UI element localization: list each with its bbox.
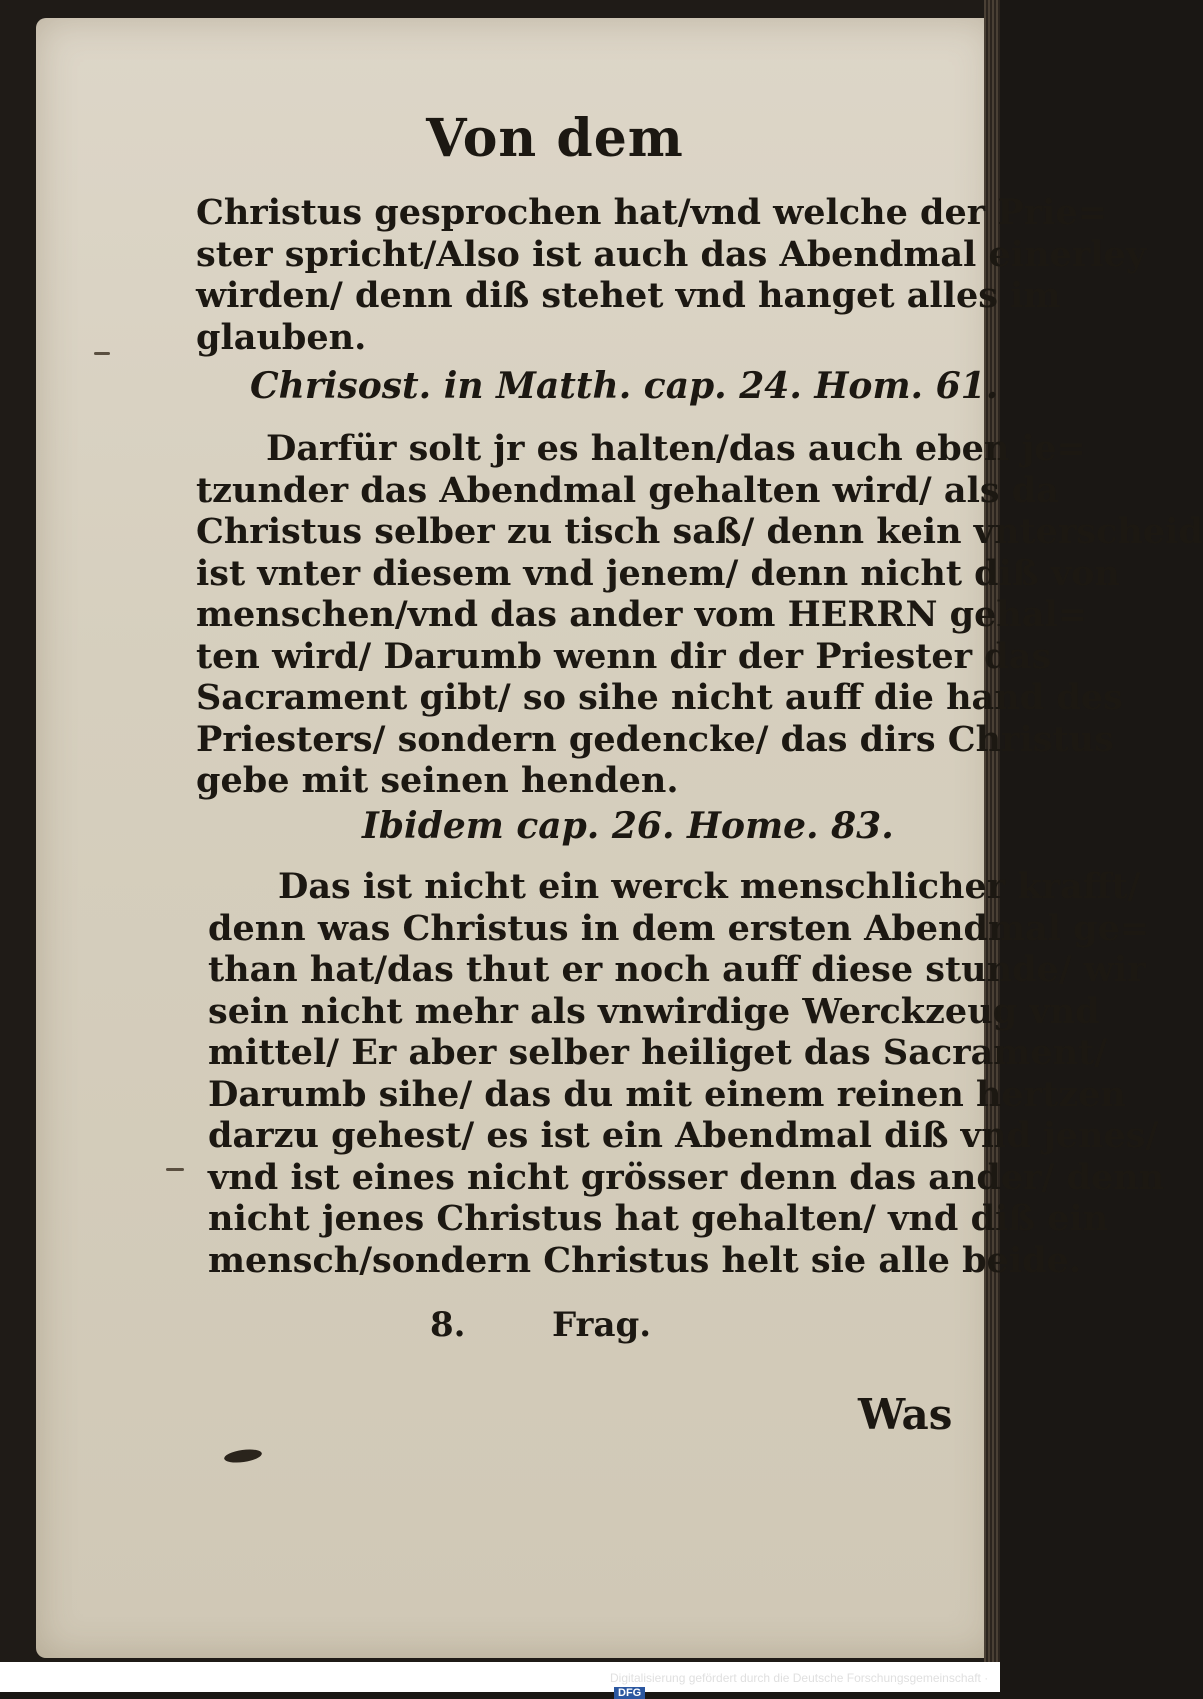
- text-line: gebe mit seinen henden.: [196, 760, 679, 801]
- catchword: Was: [858, 1390, 953, 1439]
- text-line: ster spricht/Also ist auch das Abendmal einerley: [196, 233, 1147, 275]
- text-line: menschen/vnd das ander vom HERRN gehal=: [196, 594, 1088, 635]
- digitization-credit: [610, 1671, 1000, 1699]
- text-line: ten wird/ Darumb wenn dir der Priester das: [196, 635, 1052, 677]
- text-line: Das ist nicht ein werck menschlicher krafft/: [278, 866, 1141, 907]
- signature-mark: 8.: [430, 1305, 466, 1345]
- text-line: darzu gehest/ es ist ein Abendmal diß vnd jenes/: [208, 1115, 1159, 1156]
- credit-text: Digitalisierung gefördert durch die Deutsche Forschungsgemeinschaft ·: [610, 1671, 989, 1685]
- text-line: mensch/sondern Christus helt sie alle beide.: [208, 1239, 1082, 1281]
- text-line: Priesters/ sondern gedencke/ das dirs Christus: [196, 718, 1114, 760]
- text-line: sein nicht mehr als vnwirdige Werckzeug vnd: [208, 990, 1100, 1032]
- paragraph-2: [196, 428, 1203, 802]
- margin-mark: [94, 352, 110, 355]
- text-line: Sacrament gibt/ so sihe nicht auff die hand des: [196, 677, 1123, 718]
- text-line: Darumb sihe/ das du mit einem reinen hertzen: [208, 1073, 1126, 1115]
- text-line: than hat/das thut er noch auff diese stunde/ wir: [208, 949, 1146, 990]
- text-line: tzunder das Abendmal gehalten wird/ als da: [196, 469, 1059, 511]
- margin-mark: [166, 1168, 184, 1171]
- citation-heading-2: Ibidem cap. 26. Home. 83.: [362, 805, 894, 847]
- text-line: mittel/ Er aber selber heiliget das Sacrament/: [208, 1032, 1107, 1073]
- text-line: ist vnter diesem vnd jenem/ denn nicht diß von: [196, 552, 1120, 594]
- text-line: wirden/ denn diß stehet vnd hanget alles im: [196, 275, 1061, 316]
- citation-heading-1: Chrisost. in Matth. cap. 24. Hom. 61.: [250, 365, 999, 407]
- text-line: glauben.: [196, 316, 367, 358]
- text-line: denn was Christus in dem ersten Abendmal ge=: [208, 907, 1150, 949]
- dfg-logo: DFG: [614, 1687, 645, 1699]
- text-line: vnd ist eines nicht grösser denn das ander/ denn: [208, 1156, 1165, 1198]
- paragraph-1: [196, 192, 1146, 358]
- text-line: Christus gesprochen hat/vnd welche der Prie=: [196, 192, 1108, 233]
- running-title: Von dem: [426, 108, 684, 169]
- text-line: Christus selber zu tisch saß/ denn kein vnterscheid: [196, 511, 1203, 552]
- signature-word: Frag.: [552, 1305, 652, 1345]
- paragraph-3: [208, 866, 1164, 1281]
- text-line: nicht jenes Christus hat gehalten/ vnd diß ein: [208, 1198, 1109, 1239]
- text-line: Darfür solt jr es halten/das auch eben je=: [266, 428, 1086, 469]
